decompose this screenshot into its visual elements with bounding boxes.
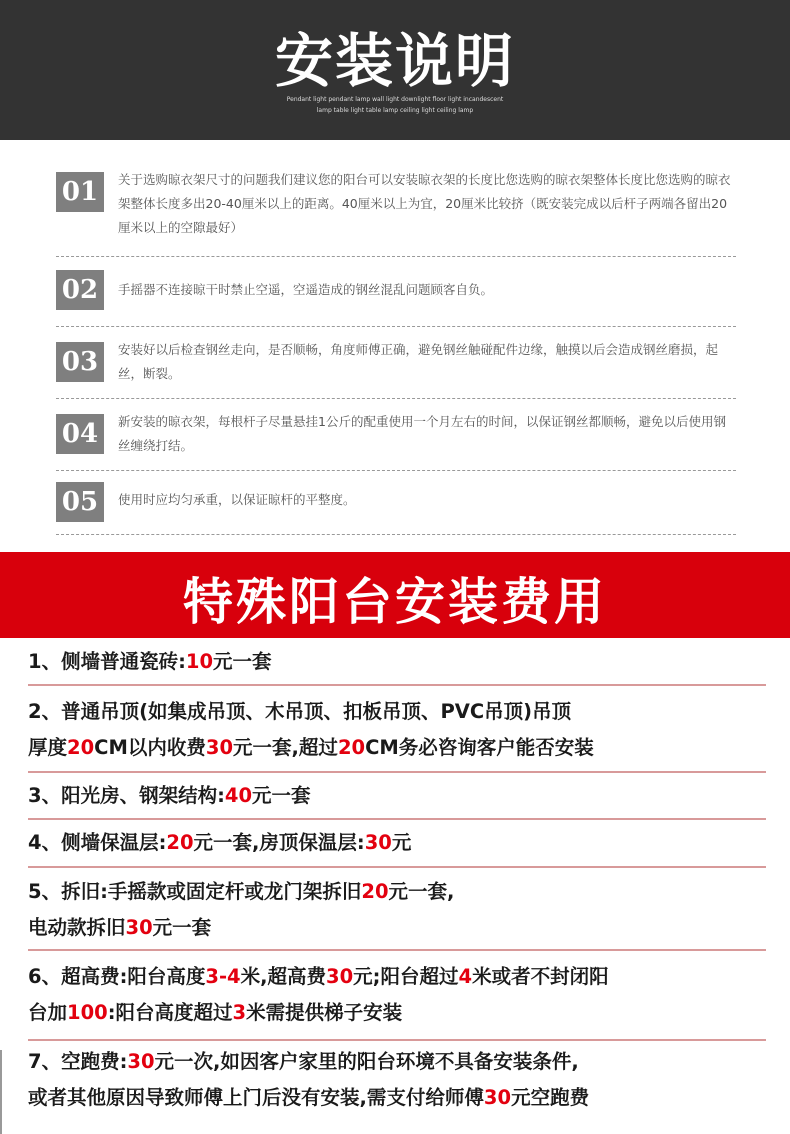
fee-price: 100 bbox=[67, 1001, 108, 1024]
fee-text: 电动款拆旧 bbox=[28, 916, 126, 939]
fee-price: 40 bbox=[224, 784, 253, 807]
fee-text: 3、阳光房、钢架结构: bbox=[28, 784, 225, 807]
fee-text: 米,超高费 bbox=[240, 965, 327, 988]
fee-text: 元一套,超过 bbox=[233, 736, 338, 759]
note-item-03 bbox=[56, 328, 736, 399]
fee-value: 3-4 bbox=[205, 965, 241, 988]
fee-text: 或者其他原因导致师傅上门后没有安装,需支付给师傅 bbox=[28, 1086, 484, 1109]
note-number-badge: 02 bbox=[56, 270, 104, 310]
note-text: 新安装的晾衣架，每根杆子尽量悬挂1公斤的配重使用一个月左右的时间，以保证钢丝都顺畅，避免以后使用钢丝缠绕打结。 bbox=[118, 414, 726, 453]
header-subtitle-line1: Pendant light pendant lamp wall light downlight floor light incandescent bbox=[286, 96, 504, 103]
left-edge-line bbox=[0, 1050, 2, 1134]
fee-price: 20 bbox=[166, 831, 194, 854]
fee-text: 6、超高费:阳台高度 bbox=[28, 965, 206, 988]
divider bbox=[28, 866, 766, 868]
fee-text: 元;阳台超过 bbox=[353, 965, 459, 988]
note-number-badge: 05 bbox=[56, 482, 104, 522]
fee-price: 20 bbox=[361, 880, 389, 903]
fees-title-banner bbox=[0, 552, 790, 638]
fee-item-6 bbox=[28, 959, 768, 1031]
fee-item-2 bbox=[28, 694, 768, 766]
note-number-badge: 04 bbox=[56, 414, 104, 454]
fee-item-5 bbox=[28, 874, 768, 946]
note-item-01 bbox=[56, 166, 736, 257]
fee-text: 元空跑费 bbox=[511, 1086, 590, 1109]
note-item-02 bbox=[56, 258, 736, 327]
divider bbox=[28, 949, 766, 951]
fee-value: 20 bbox=[337, 736, 366, 759]
fee-text: 元一套 bbox=[252, 784, 311, 807]
fee-item-3 bbox=[28, 778, 768, 814]
fee-value: 3 bbox=[232, 1001, 247, 1024]
fee-text: 元一套, bbox=[388, 880, 455, 903]
fee-text: :阳台高度超过 bbox=[107, 1001, 233, 1024]
fee-text: CM务必咨询客户能否安装 bbox=[365, 736, 594, 759]
fee-text: 厚度 bbox=[28, 736, 68, 759]
note-number-badge: 01 bbox=[56, 172, 104, 212]
fee-text: 5、拆旧:手摇款或固定杆或龙门架拆旧 bbox=[28, 880, 362, 903]
install-notes bbox=[0, 140, 790, 552]
divider bbox=[28, 818, 766, 820]
note-item-05 bbox=[56, 472, 736, 535]
divider bbox=[28, 1039, 766, 1041]
note-text: 关于选购晾衣架尺寸的问题我们建议您的阳台可以安装晾衣架的长度比您选购的晾衣架整体长度比您选购的晾衣架整体长度多出20-40厘米以上的距离。40厘米以上为宜，20厘米比较挤（既安装完成以后杆子两端各留出20厘米以上的空隙最好） bbox=[118, 172, 731, 235]
header-subtitle-line2: lamp table light table lamp ceiling light ceiling lamp bbox=[316, 107, 474, 114]
fee-text: 台加 bbox=[28, 1001, 68, 1024]
fee-text: 米需提供梯子安装 bbox=[246, 1001, 403, 1024]
fee-price: 30 bbox=[125, 916, 153, 939]
fees-title: 特殊阳台安装费用 bbox=[183, 573, 607, 631]
fee-price: 30 bbox=[326, 965, 354, 988]
fee-text: 元一次,如因客户家里的阳台环境不具备安装条件, bbox=[154, 1050, 579, 1073]
fee-text: CM以内收费 bbox=[94, 736, 206, 759]
fee-text: 2、普通吊顶(如集成吊顶、木吊顶、扣板吊顶、PVC吊顶)吊顶 bbox=[28, 700, 572, 723]
fee-value: 20 bbox=[67, 736, 95, 759]
divider bbox=[28, 684, 766, 686]
header-banner bbox=[0, 0, 790, 140]
fee-text: 1、侧墙普通瓷砖: bbox=[28, 650, 186, 673]
fee-list bbox=[0, 638, 790, 1134]
note-text: 安装好以后检查钢丝走向，是否顺畅，角度师傅正确，避免钢丝触碰配件边缘，触摸以后会造成钢丝磨损，起丝，断裂。 bbox=[118, 342, 719, 381]
fee-text: 米或者不封闭阳 bbox=[472, 965, 609, 988]
note-item-04 bbox=[56, 400, 736, 471]
divider bbox=[28, 771, 766, 773]
note-number-badge: 03 bbox=[56, 342, 104, 382]
fee-text: 元一套,房顶保温层: bbox=[193, 831, 365, 854]
fee-text: 元一套 bbox=[152, 916, 212, 939]
fee-item-7 bbox=[28, 1044, 768, 1116]
fee-item-1 bbox=[28, 644, 768, 680]
fee-price: 30 bbox=[205, 736, 234, 759]
page-title: 安装说明 bbox=[274, 27, 515, 95]
fee-text: 元 bbox=[391, 831, 412, 854]
fee-value: 4 bbox=[458, 965, 473, 988]
fee-item-4 bbox=[28, 825, 768, 861]
note-text: 使用时应均匀承重，以保证晾杆的平整度。 bbox=[118, 492, 356, 507]
note-text: 手摇器不连接晾干时禁止空遥，空遥造成的钢丝混乱问题顾客自负。 bbox=[118, 282, 494, 297]
fee-price: 10 bbox=[185, 650, 214, 673]
fee-price: 30 bbox=[483, 1086, 512, 1109]
fee-text: 元一套 bbox=[213, 650, 272, 673]
fee-price: 30 bbox=[364, 831, 392, 854]
fee-price: 30 bbox=[127, 1050, 155, 1073]
fee-text: 4、侧墙保温层: bbox=[28, 831, 167, 854]
header-subtitle bbox=[250, 94, 540, 116]
fee-text: 7、空跑费: bbox=[28, 1050, 128, 1073]
